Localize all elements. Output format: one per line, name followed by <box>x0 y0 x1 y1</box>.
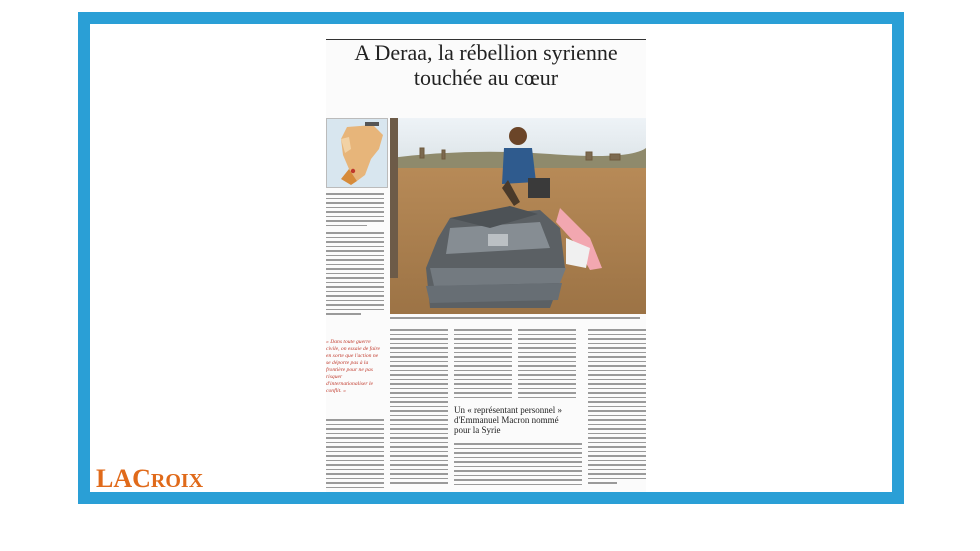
article-column-1-lower <box>326 419 384 492</box>
pull-quote: « Dans toute guerre civile, on essaie de faire en sorte que l'action ne se déporte pas à la frontière pour ne pas risquer d'internationaliser le conflit. » <box>326 339 381 394</box>
article-subhead <box>454 405 582 435</box>
logo-c: C <box>132 464 151 492</box>
syria-map-image <box>326 118 388 188</box>
article-column-3 <box>454 329 512 401</box>
photo-caption <box>390 317 646 322</box>
article-column-3-lower <box>454 443 582 492</box>
article-photo-refugee-child <box>390 118 646 314</box>
article-column-5 <box>588 329 646 492</box>
logo-la: LA <box>96 464 133 492</box>
la-croix-logo <box>96 464 203 492</box>
subhead-line-1: Un « représentant personnel » <box>454 405 562 415</box>
subhead-line-2: d'Emmanuel Macron nommé <box>454 415 559 425</box>
article-headline <box>326 39 646 90</box>
page-frame <box>78 12 904 504</box>
article-column-2 <box>390 329 448 492</box>
article-column-4 <box>518 329 576 401</box>
subhead-line-3: pour la Syrie <box>454 425 501 435</box>
logo-roix: ROIX <box>150 470 204 492</box>
article-column-1 <box>326 193 384 335</box>
headline-line-1: A Deraa, la rébellion syrienne <box>354 40 618 65</box>
page-inner <box>90 24 892 492</box>
newspaper-article <box>326 39 646 492</box>
headline-line-2: touchée au cœur <box>413 65 559 90</box>
